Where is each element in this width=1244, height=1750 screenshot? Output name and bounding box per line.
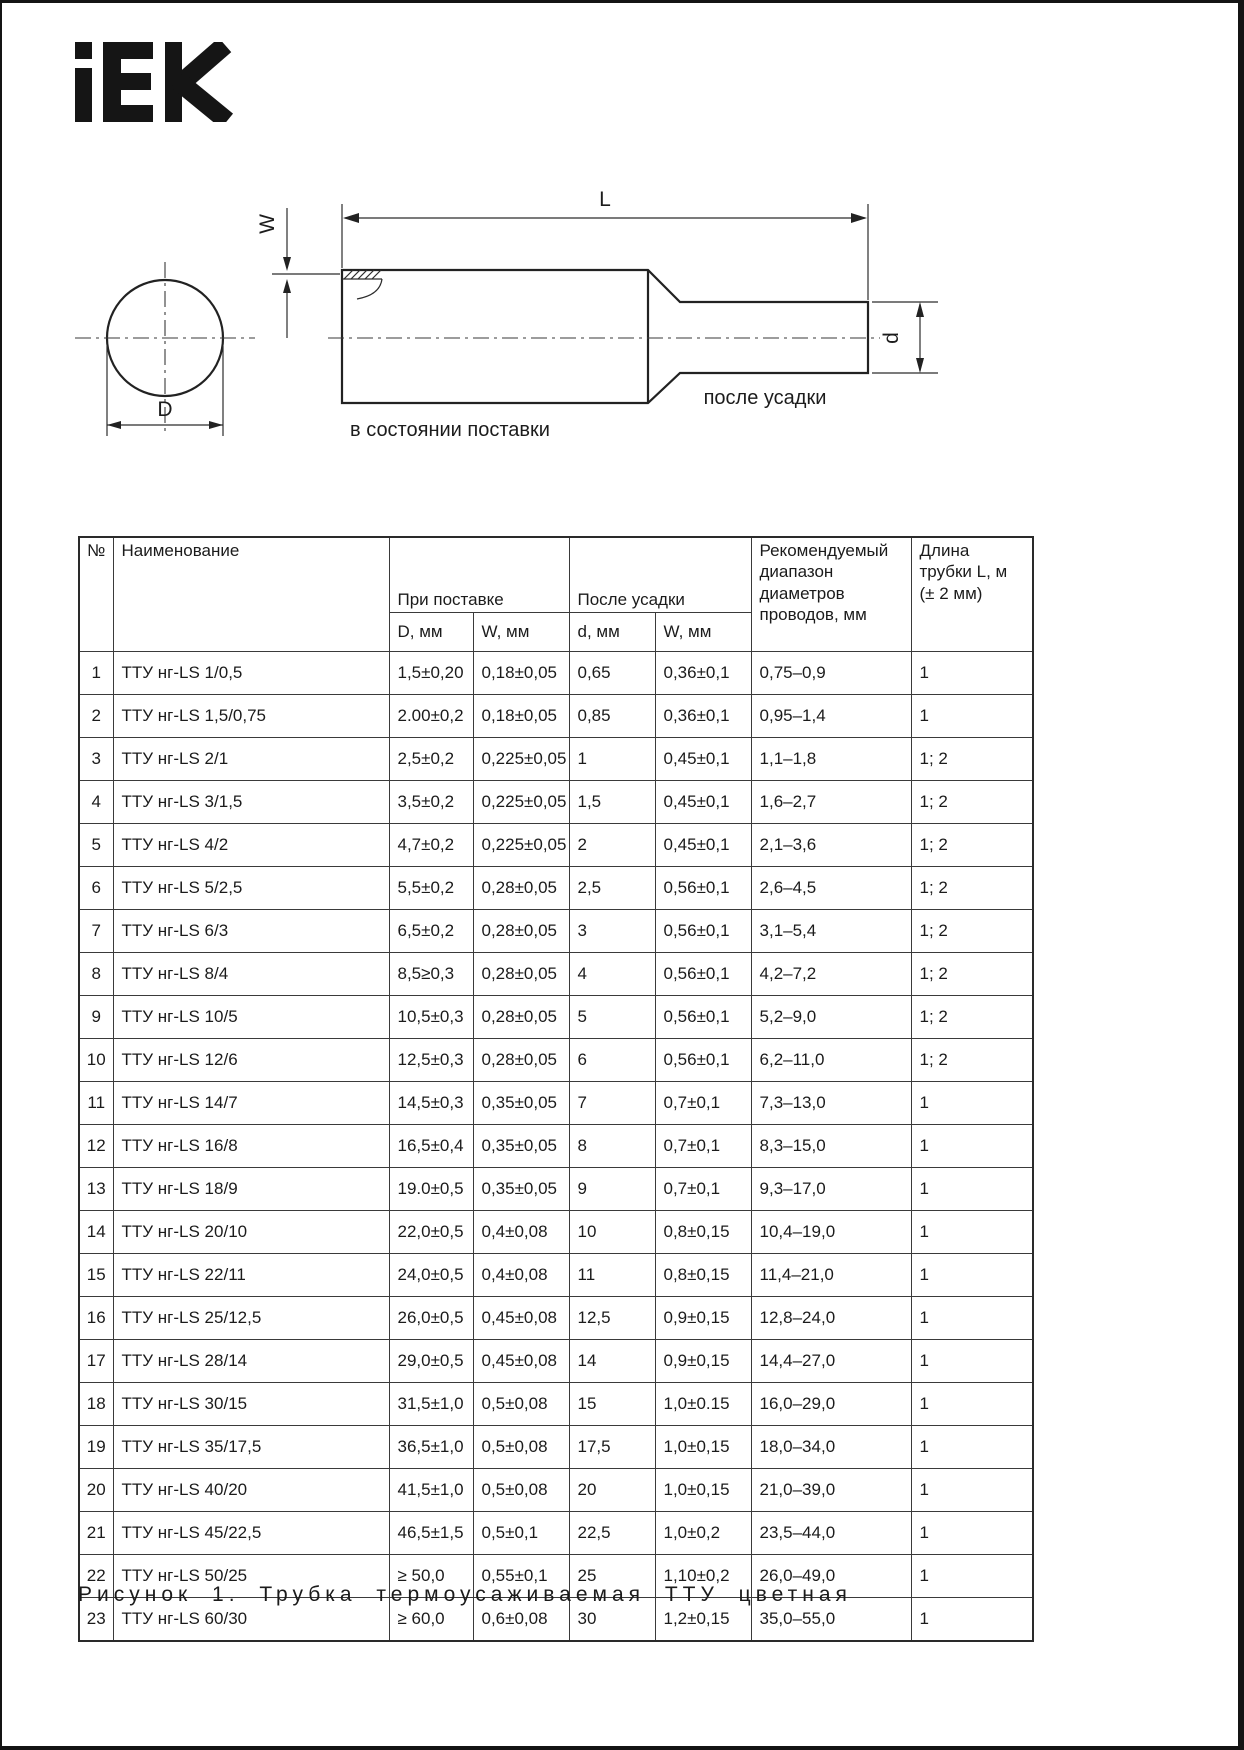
cell-num: 11 [79, 1082, 113, 1125]
cell-d-shrink: 0,65 [569, 652, 655, 695]
cell-num: 17 [79, 1340, 113, 1383]
cell-D-supply: 3,5±0,2 [389, 781, 473, 824]
table-row [79, 1426, 1033, 1469]
cell-num: 13 [79, 1168, 113, 1211]
table-row [79, 1168, 1033, 1211]
header-tube-length [911, 537, 1033, 652]
cell-length: 1; 2 [911, 781, 1033, 824]
header-tube-length-line1: Длина трубки L, м [919, 541, 1008, 582]
header-delivery-group: При поставке [389, 537, 569, 613]
table-row [79, 1340, 1033, 1383]
cell-W-supply: 0,55±0,1 [473, 1555, 569, 1598]
cell-length: 1; 2 [911, 953, 1033, 996]
cell-num: 6 [79, 867, 113, 910]
cell-name: ТТУ нг-LS 18/9 [113, 1168, 389, 1211]
label-after-shrink: после усадки [703, 387, 827, 409]
cell-W-supply: 0,4±0,08 [473, 1211, 569, 1254]
cell-D-supply: 29,0±0,5 [389, 1340, 473, 1383]
cell-W-supply: 0,45±0,08 [473, 1297, 569, 1340]
cell-name: ТТУ нг-LS 1,5/0,75 [113, 695, 389, 738]
cell-length: 1 [911, 1469, 1033, 1512]
cell-W-supply: 0,5±0,1 [473, 1512, 569, 1555]
cell-wire-range: 1,1–1,8 [751, 738, 911, 781]
cell-name: ТТУ нг-LS 1/0,5 [113, 652, 389, 695]
cell-name: ТТУ нг-LS 14/7 [113, 1082, 389, 1125]
cell-W-supply: 0,28±0,05 [473, 953, 569, 996]
cell-name: ТТУ нг-LS 4/2 [113, 824, 389, 867]
cell-D-supply: 5,5±0,2 [389, 867, 473, 910]
cell-W-shrink: 1,0±0,2 [655, 1512, 751, 1555]
cell-d-shrink: 5 [569, 996, 655, 1039]
cell-wire-range: 26,0–49,0 [751, 1555, 911, 1598]
cell-wire-range: 12,8–24,0 [751, 1297, 911, 1340]
cell-d-shrink: 2 [569, 824, 655, 867]
cell-d-shrink: 6 [569, 1039, 655, 1082]
cell-wire-range: 8,3–15,0 [751, 1125, 911, 1168]
header-wire-range: Рекомендуемый диапазон диаметров проводов, мм [751, 537, 911, 652]
cell-W-shrink: 0,36±0,1 [655, 652, 751, 695]
cell-W-supply: 0,4±0,08 [473, 1254, 569, 1297]
table-row [79, 1211, 1033, 1254]
cell-wire-range: 21,0–39,0 [751, 1469, 911, 1512]
cell-wire-range: 0,75–0,9 [751, 652, 911, 695]
iek-logo [75, 42, 243, 122]
cell-length: 1 [911, 1426, 1033, 1469]
cell-d-shrink: 1,5 [569, 781, 655, 824]
cell-W-supply: 0,18±0,05 [473, 695, 569, 738]
cell-W-supply: 0,45±0,08 [473, 1340, 569, 1383]
cell-D-supply: 31,5±1,0 [389, 1383, 473, 1426]
table-header-row-1 [79, 537, 1033, 613]
table-row [79, 824, 1033, 867]
cell-name: ТТУ нг-LS 25/12,5 [113, 1297, 389, 1340]
cell-num: 23 [79, 1598, 113, 1642]
cell-wire-range: 23,5–44,0 [751, 1512, 911, 1555]
cell-num: 5 [79, 824, 113, 867]
cell-num: 8 [79, 953, 113, 996]
cell-W-shrink: 0,8±0,15 [655, 1211, 751, 1254]
cell-wire-range: 7,3–13,0 [751, 1082, 911, 1125]
cell-W-supply: 0,35±0,05 [473, 1082, 569, 1125]
table-row [79, 867, 1033, 910]
cell-W-supply: 0,28±0,05 [473, 867, 569, 910]
cell-name: ТТУ нг-LS 8/4 [113, 953, 389, 996]
cell-d-shrink: 10 [569, 1211, 655, 1254]
cell-W-shrink: 1,2±0,15 [655, 1598, 751, 1642]
header-after-shrink-group: После усадки [569, 537, 751, 613]
cell-name: ТТУ нг-LS 12/6 [113, 1039, 389, 1082]
table-row [79, 652, 1033, 695]
cell-wire-range: 35,0–55,0 [751, 1598, 911, 1642]
figure-caption: Рисунок 1. Трубка термоусаживаемая ТТУ цветная [78, 1583, 852, 1606]
cell-d-shrink: 3 [569, 910, 655, 953]
cell-name: ТТУ нг-LS 45/22,5 [113, 1512, 389, 1555]
cell-W-shrink: 0,56±0,1 [655, 910, 751, 953]
tube-outline [342, 270, 868, 403]
cell-W-shrink: 0,56±0,1 [655, 867, 751, 910]
cell-name: ТТУ нг-LS 16/8 [113, 1125, 389, 1168]
cell-num: 16 [79, 1297, 113, 1340]
cell-name: ТТУ нг-LS 30/15 [113, 1383, 389, 1426]
cell-d-shrink: 15 [569, 1383, 655, 1426]
cell-W-shrink: 0,8±0,15 [655, 1254, 751, 1297]
header-d-mm: d, мм [569, 613, 655, 652]
spec-table [78, 536, 1034, 1642]
cell-D-supply: 6,5±0,2 [389, 910, 473, 953]
cell-D-supply: 8,5≥0,3 [389, 953, 473, 996]
cell-d-shrink: 8 [569, 1125, 655, 1168]
cell-length: 1 [911, 1383, 1033, 1426]
cell-length: 1 [911, 1512, 1033, 1555]
cell-D-supply: ≥ 50,0 [389, 1555, 473, 1598]
cell-D-supply: 26,0±0,5 [389, 1297, 473, 1340]
cell-num: 20 [79, 1469, 113, 1512]
cell-W-shrink: 0,7±0,1 [655, 1125, 751, 1168]
cell-length: 1; 2 [911, 996, 1033, 1039]
cell-wire-range: 9,3–17,0 [751, 1168, 911, 1211]
cell-num: 10 [79, 1039, 113, 1082]
cell-num: 14 [79, 1211, 113, 1254]
cell-D-supply: 19.0±0,5 [389, 1168, 473, 1211]
cell-W-shrink: 0,56±0,1 [655, 953, 751, 996]
cell-W-shrink: 0,7±0,1 [655, 1168, 751, 1211]
cell-d-shrink: 22,5 [569, 1512, 655, 1555]
header-W-mm-supply: W, мм [473, 613, 569, 652]
wall-section-hatch [342, 270, 382, 299]
cell-d-shrink: 11 [569, 1254, 655, 1297]
cell-wire-range: 6,2–11,0 [751, 1039, 911, 1082]
table-row [79, 1469, 1033, 1512]
cell-length: 1 [911, 1168, 1033, 1211]
table-row [79, 1039, 1033, 1082]
cell-length: 1; 2 [911, 867, 1033, 910]
cell-length: 1 [911, 695, 1033, 738]
cell-num: 12 [79, 1125, 113, 1168]
table-row [79, 1254, 1033, 1297]
cell-length: 1 [911, 652, 1033, 695]
cell-d-shrink: 30 [569, 1598, 655, 1642]
cell-d-shrink: 0,85 [569, 695, 655, 738]
cell-wire-range: 18,0–34,0 [751, 1426, 911, 1469]
cell-num: 22 [79, 1555, 113, 1598]
table-row [79, 1125, 1033, 1168]
cell-wire-range: 3,1–5,4 [751, 910, 911, 953]
cell-W-supply: 0,35±0,05 [473, 1168, 569, 1211]
cell-wire-range: 16,0–29,0 [751, 1383, 911, 1426]
header-num: № [79, 537, 113, 652]
cell-D-supply: 12,5±0,3 [389, 1039, 473, 1082]
label-delivery-state: в состоянии поставки [350, 419, 550, 441]
cell-wire-range: 4,2–7,2 [751, 953, 911, 996]
cell-wire-range: 14,4–27,0 [751, 1340, 911, 1383]
table-row [79, 1383, 1033, 1426]
cell-d-shrink: 17,5 [569, 1426, 655, 1469]
cell-wire-range: 5,2–9,0 [751, 996, 911, 1039]
table-row [79, 781, 1033, 824]
label-W: W [256, 214, 279, 234]
cell-D-supply: 10,5±0,3 [389, 996, 473, 1039]
table-row [79, 910, 1033, 953]
cell-D-supply: 16,5±0,4 [389, 1125, 473, 1168]
cell-num: 9 [79, 996, 113, 1039]
cell-D-supply: 24,0±0,5 [389, 1254, 473, 1297]
table-row [79, 953, 1033, 996]
cell-W-supply: 0,28±0,05 [473, 910, 569, 953]
table-body [79, 652, 1033, 1642]
cell-num: 2 [79, 695, 113, 738]
cell-d-shrink: 4 [569, 953, 655, 996]
iek-logo-graphic [75, 42, 243, 122]
cell-d-shrink: 14 [569, 1340, 655, 1383]
cell-name: ТТУ нг-LS 2/1 [113, 738, 389, 781]
cell-wire-range: 11,4–21,0 [751, 1254, 911, 1297]
cell-length: 1; 2 [911, 824, 1033, 867]
cell-num: 1 [79, 652, 113, 695]
cell-W-shrink: 0,9±0,15 [655, 1340, 751, 1383]
table-row [79, 1297, 1033, 1340]
cell-name: ТТУ нг-LS 6/3 [113, 910, 389, 953]
cell-name: ТТУ нг-LS 5/2,5 [113, 867, 389, 910]
cell-D-supply: 14,5±0,3 [389, 1082, 473, 1125]
cell-num: 19 [79, 1426, 113, 1469]
cell-num: 4 [79, 781, 113, 824]
cell-W-supply: 0,225±0,05 [473, 824, 569, 867]
cell-W-supply: 0,5±0,08 [473, 1383, 569, 1426]
cell-W-supply: 0,28±0,05 [473, 1039, 569, 1082]
cell-name: ТТУ нг-LS 35/17,5 [113, 1426, 389, 1469]
cell-W-shrink: 0,45±0,1 [655, 738, 751, 781]
cell-D-supply: 1,5±0,20 [389, 652, 473, 695]
cell-length: 1 [911, 1125, 1033, 1168]
cell-wire-range: 10,4–19,0 [751, 1211, 911, 1254]
dimension-L [342, 188, 868, 300]
cell-W-shrink: 0,9±0,15 [655, 1297, 751, 1340]
label-D: D [157, 398, 173, 421]
cell-length: 1; 2 [911, 910, 1033, 953]
cell-W-supply: 0,35±0,05 [473, 1125, 569, 1168]
header-name: Наименование [113, 537, 389, 652]
cell-W-shrink: 0,45±0,1 [655, 781, 751, 824]
table-row [79, 738, 1033, 781]
cell-D-supply: 36,5±1,0 [389, 1426, 473, 1469]
cell-length: 1; 2 [911, 1039, 1033, 1082]
cell-D-supply: 2,5±0,2 [389, 738, 473, 781]
table-row [79, 1082, 1033, 1125]
cell-D-supply: 2.00±0,2 [389, 695, 473, 738]
header-tube-length-line2: (± 2 мм) [919, 583, 983, 603]
cell-num: 7 [79, 910, 113, 953]
cell-name: ТТУ нг-LS 50/25 [113, 1555, 389, 1598]
cell-D-supply: ≥ 60,0 [389, 1598, 473, 1642]
cell-length: 1 [911, 1340, 1033, 1383]
cell-d-shrink: 20 [569, 1469, 655, 1512]
cell-W-supply: 0,225±0,05 [473, 738, 569, 781]
cell-length: 1 [911, 1598, 1033, 1642]
cell-d-shrink: 25 [569, 1555, 655, 1598]
cell-wire-range: 1,6–2,7 [751, 781, 911, 824]
cell-D-supply: 4,7±0,2 [389, 824, 473, 867]
cell-name: ТТУ нг-LS 40/20 [113, 1469, 389, 1512]
cell-length: 1 [911, 1211, 1033, 1254]
cell-D-supply: 41,5±1,0 [389, 1469, 473, 1512]
cell-name: ТТУ нг-LS 3/1,5 [113, 781, 389, 824]
cell-name: ТТУ нг-LS 10/5 [113, 996, 389, 1039]
cell-W-supply: 0,5±0,08 [473, 1469, 569, 1512]
cell-d-shrink: 7 [569, 1082, 655, 1125]
cell-name: ТТУ нг-LS 28/14 [113, 1340, 389, 1383]
cell-num: 21 [79, 1512, 113, 1555]
cell-num: 18 [79, 1383, 113, 1426]
cell-W-shrink: 1,10±0,2 [655, 1555, 751, 1598]
dimension-W [256, 208, 340, 338]
header-D-mm: D, мм [389, 613, 473, 652]
cell-length: 1 [911, 1555, 1033, 1598]
cell-W-shrink: 0,45±0,1 [655, 824, 751, 867]
cell-d-shrink: 1 [569, 738, 655, 781]
header-W-mm-shrink: W, мм [655, 613, 751, 652]
cell-W-supply: 0,6±0,08 [473, 1598, 569, 1642]
cell-W-shrink: 0,56±0,1 [655, 1039, 751, 1082]
cell-W-shrink: 0,36±0,1 [655, 695, 751, 738]
cell-W-shrink: 0,56±0,1 [655, 996, 751, 1039]
cell-length: 1 [911, 1082, 1033, 1125]
label-d: d [880, 332, 903, 344]
table-row [79, 996, 1033, 1039]
tube-drawing [60, 140, 1080, 475]
cell-length: 1; 2 [911, 738, 1033, 781]
cell-W-shrink: 1,0±0,15 [655, 1426, 751, 1469]
cell-W-supply: 0,18±0,05 [473, 652, 569, 695]
cell-W-shrink: 1,0±0.15 [655, 1383, 751, 1426]
cell-num: 3 [79, 738, 113, 781]
cell-D-supply: 46,5±1,5 [389, 1512, 473, 1555]
cell-name: ТТУ нг-LS 60/30 [113, 1598, 389, 1642]
cell-d-shrink: 2,5 [569, 867, 655, 910]
cell-name: ТТУ нг-LS 22/11 [113, 1254, 389, 1297]
cell-wire-range: 0,95–1,4 [751, 695, 911, 738]
cell-W-shrink: 0,7±0,1 [655, 1082, 751, 1125]
cell-D-supply: 22,0±0,5 [389, 1211, 473, 1254]
cell-W-supply: 0,225±0,05 [473, 781, 569, 824]
dimension-d [872, 302, 938, 373]
cell-W-supply: 0,5±0,08 [473, 1426, 569, 1469]
cell-name: ТТУ нг-LS 20/10 [113, 1211, 389, 1254]
table-row [79, 695, 1033, 738]
label-L: L [599, 188, 611, 211]
table-row [79, 1512, 1033, 1555]
cell-wire-range: 2,1–3,6 [751, 824, 911, 867]
cell-length: 1 [911, 1254, 1033, 1297]
cell-W-shrink: 1,0±0,15 [655, 1469, 751, 1512]
cell-wire-range: 2,6–4,5 [751, 867, 911, 910]
cell-W-supply: 0,28±0,05 [473, 996, 569, 1039]
cell-d-shrink: 9 [569, 1168, 655, 1211]
cell-length: 1 [911, 1297, 1033, 1340]
cell-num: 15 [79, 1254, 113, 1297]
cell-d-shrink: 12,5 [569, 1297, 655, 1340]
